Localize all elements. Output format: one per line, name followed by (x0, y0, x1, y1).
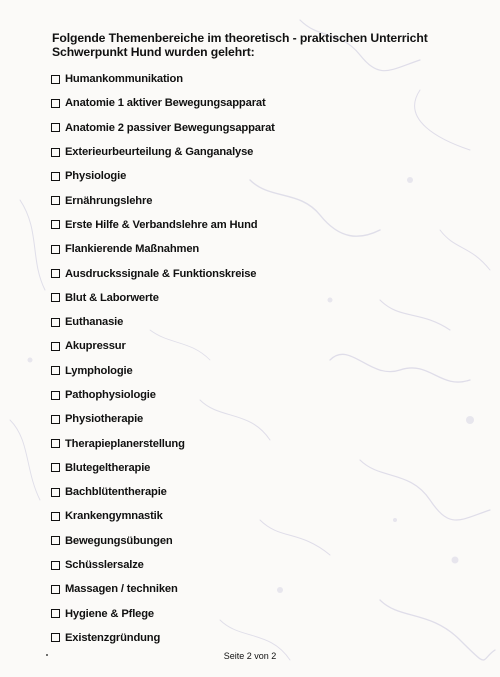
topic-label: Flankierende Maßnahmen (65, 243, 200, 256)
topic-label: Euthanasie (65, 316, 124, 329)
list-item (51, 626, 275, 650)
list-item (51, 310, 275, 334)
checkbox-icon (51, 512, 60, 521)
list-item (51, 407, 275, 431)
checkbox-icon (51, 463, 60, 472)
topic-label: Humankommunikation (65, 73, 183, 86)
list-item (51, 67, 275, 91)
checkbox-icon (51, 415, 60, 424)
list-item (51, 213, 275, 237)
topic-label: Erste Hilfe & Verbandslehre am Hund (65, 218, 258, 231)
list-item (51, 383, 275, 407)
list-item (51, 140, 275, 164)
topic-label: Akupressur (65, 340, 126, 353)
list-item (51, 359, 275, 383)
topic-label: Ernährungslehre (65, 194, 153, 207)
list-item (51, 116, 275, 140)
checkbox-icon (51, 293, 60, 302)
checkbox-icon (51, 172, 60, 181)
topic-label: Ausdruckssignale & Funktionskreise (65, 267, 257, 280)
page-number: Seite 2 von 2 (223, 651, 277, 661)
list-item (51, 188, 275, 212)
list-item (51, 480, 275, 504)
topic-label: Existenzgründung (65, 631, 161, 644)
checkbox-icon (51, 366, 60, 375)
topic-label: Massagen / techniken (65, 583, 178, 596)
topic-label: Pathophysiologie (65, 389, 156, 401)
list-item (51, 529, 275, 553)
intro-line-2: Schwerpunkt Hund wurden gelehrt: (52, 45, 255, 59)
intro-line-1: Folgende Themenbereiche im theoretisch - praktischen Unterricht (52, 31, 428, 45)
list-item (51, 602, 275, 626)
checkbox-icon (51, 609, 60, 618)
list-item (51, 553, 275, 577)
list-item (51, 504, 275, 528)
checkbox-icon (51, 391, 60, 400)
list-item (51, 456, 275, 480)
topic-label: Schüsslersalze (65, 559, 144, 572)
topic-label: Exterieurbeurteilung & Ganganalyse (65, 146, 254, 159)
checkbox-icon (51, 269, 60, 278)
list-item (51, 577, 275, 601)
checkbox-icon (51, 439, 60, 448)
list-item (51, 431, 275, 455)
intro-text (52, 31, 472, 59)
checkbox-icon (51, 99, 60, 108)
topic-label: Lymphologie (65, 364, 133, 377)
list-item (51, 334, 275, 358)
list-item (51, 261, 275, 285)
checkbox-icon (51, 245, 60, 254)
checkbox-icon (51, 633, 60, 642)
checkbox-icon (51, 196, 60, 205)
list-item (51, 237, 275, 261)
topic-label: Blut & Laborwerte (65, 291, 159, 304)
topic-label: Physiotherapie (65, 413, 144, 426)
checkbox-icon (51, 585, 60, 594)
topic-label: Blutegeltherapie (65, 461, 151, 474)
checkbox-icon (51, 123, 60, 132)
topic-label: Therapieplanerstellung (65, 437, 185, 450)
topic-label: Bewegungsübungen (65, 534, 173, 547)
topic-label: Anatomie 2 passiver Bewegungsapparat (65, 121, 275, 134)
checkbox-icon (51, 488, 60, 497)
checkbox-icon (51, 342, 60, 351)
topic-label: Anatomie 1 aktiver Bewegungsapparat (65, 97, 266, 110)
topic-label: Krankengymnastik (65, 510, 163, 523)
list-item (51, 164, 275, 188)
topic-label: Bachblütentherapie (65, 486, 167, 499)
checkbox-icon (51, 536, 60, 545)
list-item (51, 91, 275, 115)
checkbox-icon (51, 318, 60, 327)
topic-label: Hygiene & Pflege (65, 607, 154, 620)
checkbox-icon (51, 148, 60, 157)
checkbox-icon (51, 220, 60, 229)
checkbox-icon (51, 75, 60, 84)
list-item (51, 286, 275, 310)
topic-label: Physiologie (65, 170, 127, 183)
checkbox-icon (51, 561, 60, 570)
topic-checklist (51, 67, 275, 650)
